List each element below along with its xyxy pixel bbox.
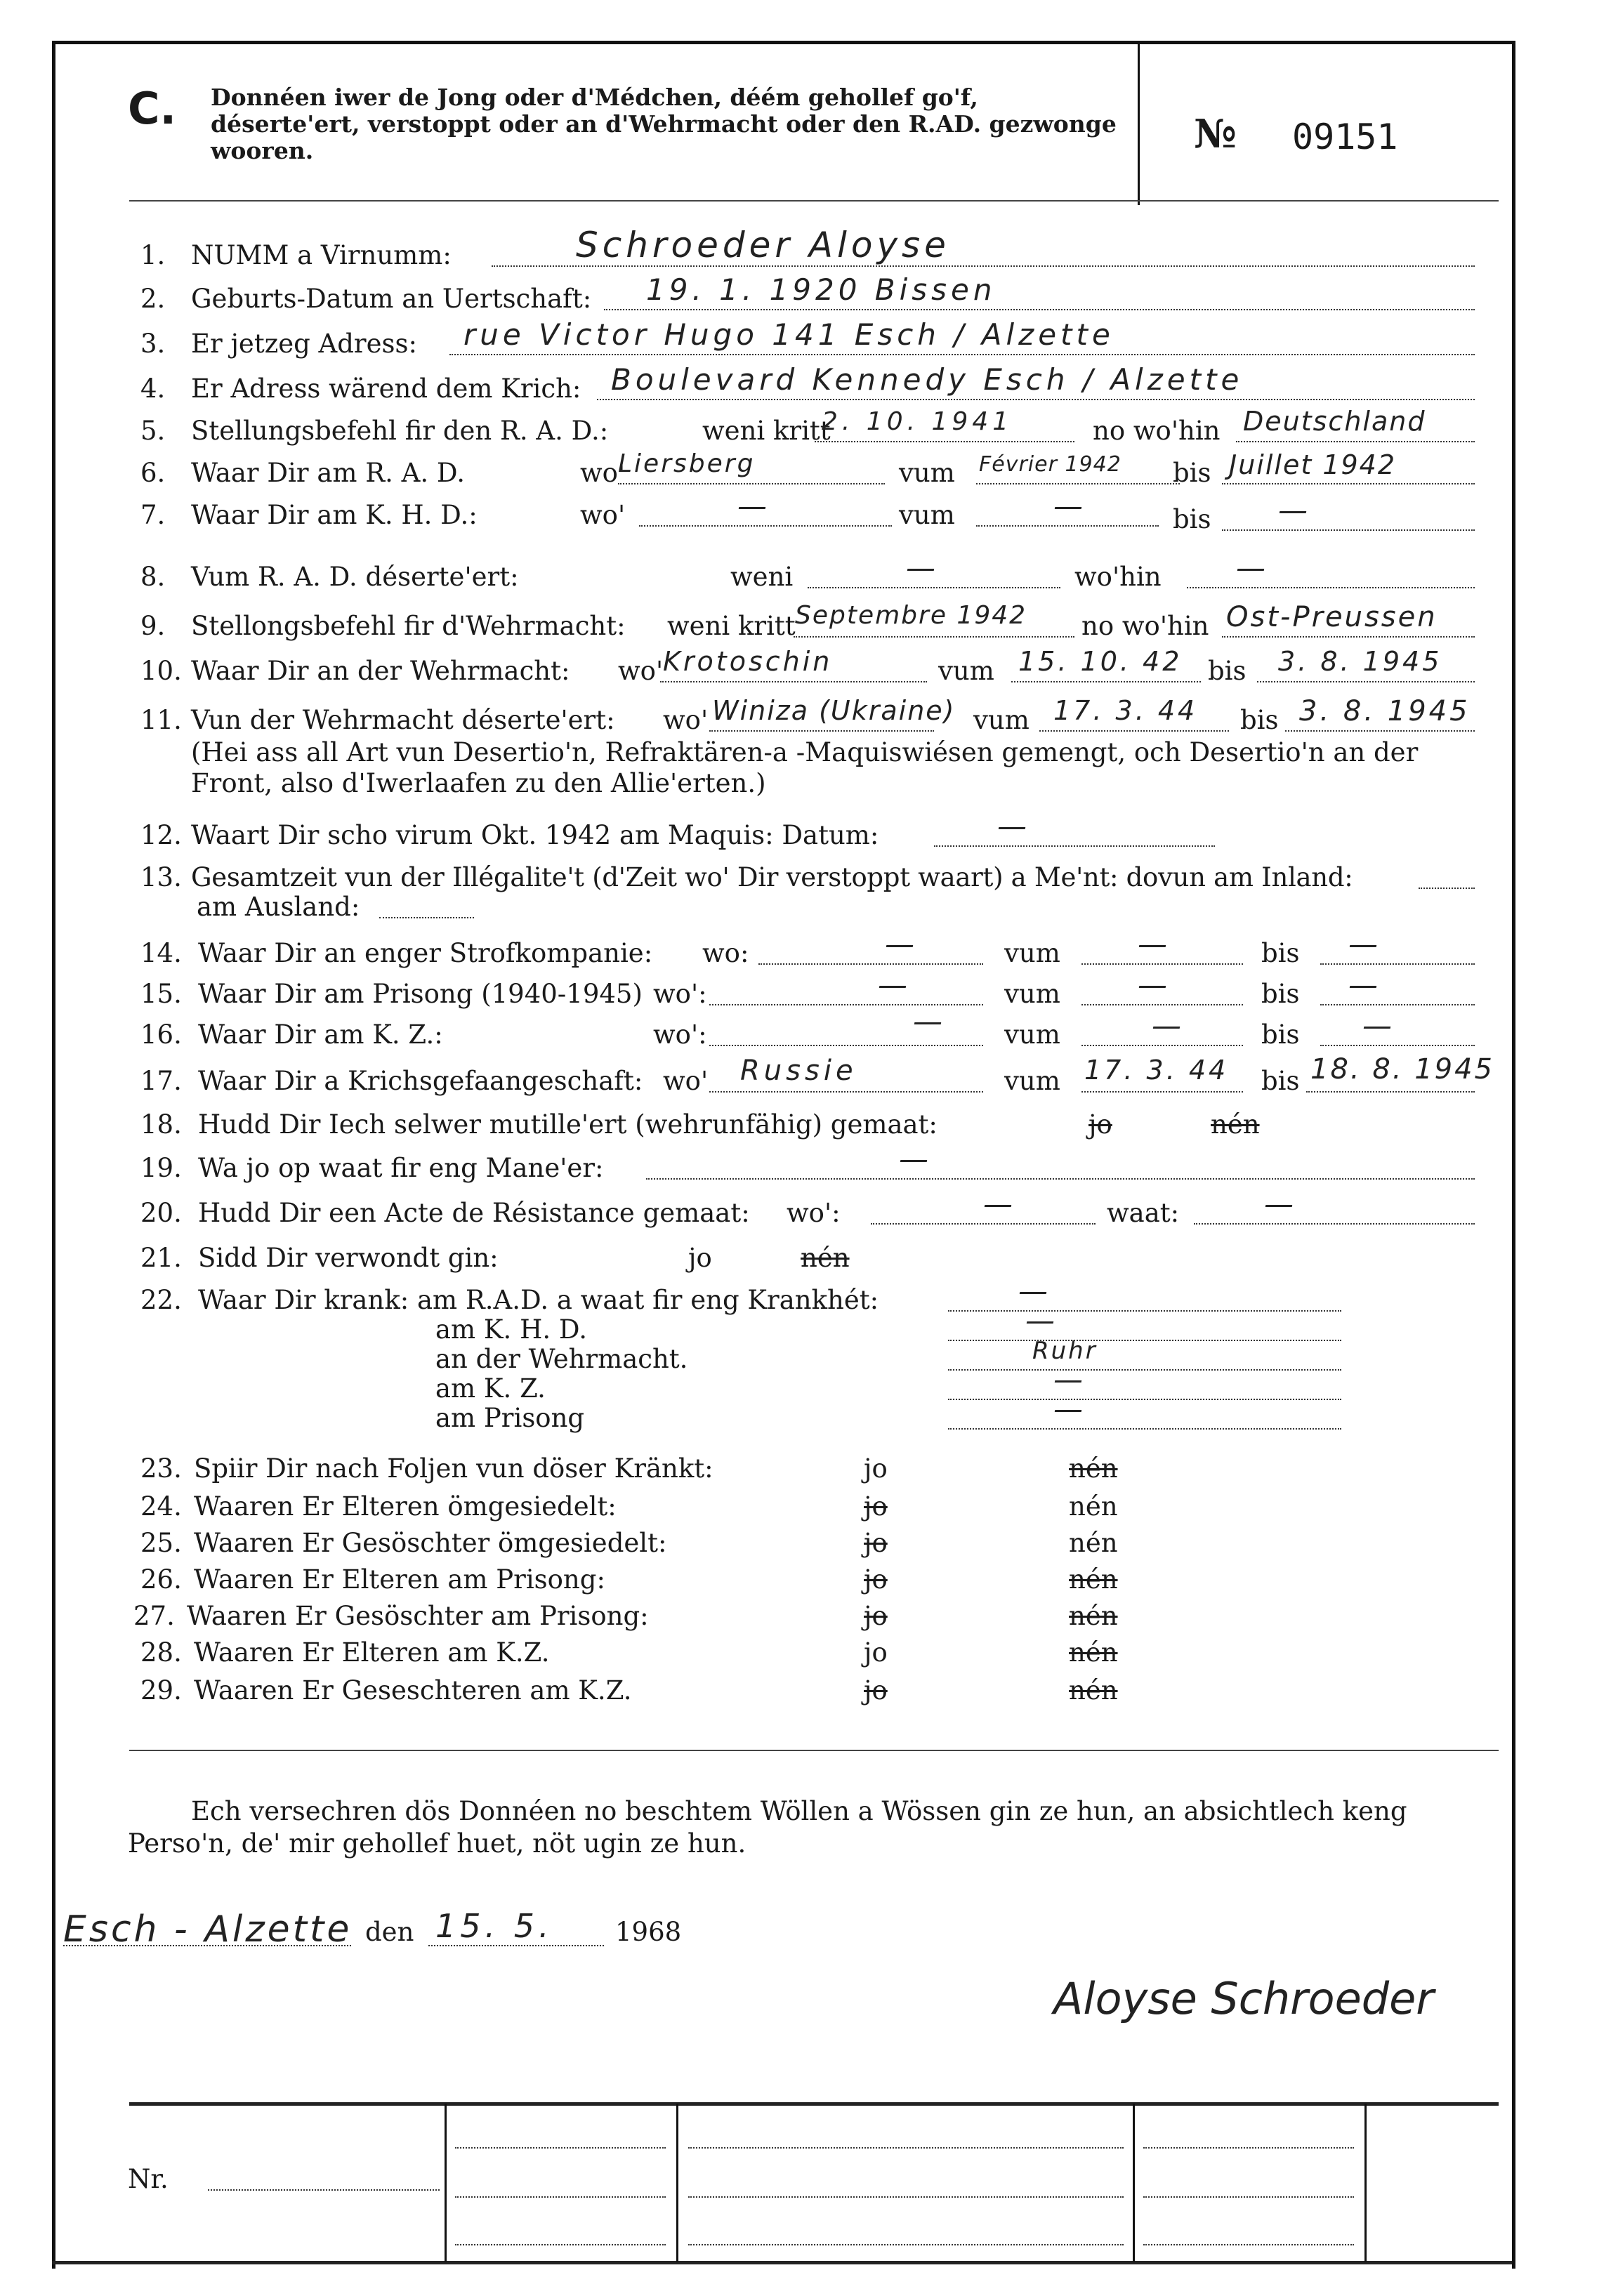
dotted-line	[1320, 963, 1475, 965]
field-label: Hudd Dir Iech selwer mutille'ert (wehrunfähig) gemaat:	[198, 1109, 938, 1140]
form-number: 09151	[1292, 117, 1398, 157]
penal-to[interactable]: —	[1348, 927, 1382, 961]
field-label: Wa jo op waat fir eng Mane'er:	[198, 1153, 604, 1183]
field-number: 18.	[140, 1109, 182, 1140]
section-letter: C.	[128, 83, 177, 134]
bis-label: bis	[1261, 979, 1300, 1009]
field-number: 19.	[140, 1153, 182, 1183]
field-number: 29.	[140, 1675, 182, 1705]
bis-label: bis	[1261, 1066, 1300, 1096]
dotted-line	[449, 354, 1475, 355]
field-label: Waar Dir am K. H. D.:	[191, 500, 478, 530]
dotted-line	[688, 2244, 1124, 2245]
illness-sublabel: am K. Z.	[435, 1373, 546, 1404]
maquis-date[interactable]: —	[997, 809, 1031, 843]
dotted-line	[709, 730, 934, 732]
illness-sublabel: am Prisong	[435, 1403, 585, 1433]
bis-label: bis	[1240, 705, 1279, 735]
wehrmacht-order-date[interactable]: Septembre 1942	[795, 601, 1027, 630]
mutilation-method[interactable]: —	[899, 1142, 933, 1176]
wohin-label: no wo'hin	[1081, 611, 1209, 641]
dotted-line	[688, 2147, 1124, 2149]
year-label: 1968	[615, 1917, 682, 1947]
box-divider	[676, 2104, 678, 2262]
vum-label: vum	[1004, 1066, 1060, 1096]
field-label: Waaren Er Elteren am K.Z.	[194, 1637, 550, 1668]
field-label: Waart Dir scho virum Okt. 1942 am Maquis: Datum:	[191, 820, 879, 850]
wehrmacht-from[interactable]: 15. 10. 42	[1018, 646, 1183, 677]
field-label: Er jetzeg Adress:	[191, 329, 417, 359]
birth-value[interactable]: 19. 1. 1920 Bissen	[646, 272, 997, 307]
captivity-from[interactable]: 17. 3. 44	[1084, 1055, 1229, 1086]
bis-label: bis	[1261, 1020, 1300, 1050]
dotted-line	[1039, 730, 1229, 732]
field-number: 24.	[140, 1491, 182, 1522]
field-label: Stellongsbefehl fir d'Wehrmacht:	[191, 611, 626, 641]
header-rule	[129, 200, 1499, 202]
field-number: 14.	[140, 938, 182, 968]
option-nen[interactable]: nén	[1069, 1528, 1118, 1558]
vum-label: vum	[1004, 1020, 1060, 1050]
dotted-line	[428, 1945, 604, 1946]
declaration-line: Ech versechren dös Donnéen no beschtem Wöllen a Wössen gin ze hun, an absichtlech keng	[191, 1796, 1407, 1826]
dotted-line	[1222, 529, 1475, 531]
vum-label: vum	[1004, 938, 1060, 968]
dotted-line	[1143, 2196, 1354, 2198]
field-number: 1.	[140, 240, 166, 270]
field-label: Sidd Dir verwondt gin:	[198, 1243, 499, 1273]
dotted-line	[1143, 2147, 1354, 2149]
wehrmacht-destination[interactable]: Ost-Preussen	[1226, 601, 1438, 633]
dotted-line	[492, 265, 1475, 267]
khd-location[interactable]: —	[737, 489, 771, 523]
rad-order-date[interactable]: 2. 10. 1941	[822, 407, 1013, 436]
field-label: Vum R. A. D. déserte'ert:	[191, 562, 519, 592]
rad-destination[interactable]: Deutschland	[1243, 406, 1426, 437]
field-number: 7.	[140, 500, 166, 530]
wo-label: wo:	[702, 938, 749, 968]
wehrmacht-to[interactable]: 3. 8. 1945	[1278, 646, 1442, 677]
field-label: Waar Dir am R. A. D.	[191, 458, 465, 488]
dotted-line	[976, 483, 1180, 484]
prison-location[interactable]: —	[878, 968, 912, 1002]
dotted-line	[455, 2244, 666, 2245]
dotted-line	[934, 845, 1215, 847]
wo-label: wo'	[663, 705, 709, 735]
wo-label: wo'	[580, 458, 626, 488]
field-label: Waar Dir a Krichsgefaangeschaft:	[198, 1066, 643, 1096]
bis-label: bis	[1173, 458, 1211, 488]
field-number: 10.	[140, 656, 182, 686]
bis-label: bis	[1173, 504, 1211, 534]
vum-label: vum	[1004, 979, 1060, 1009]
dotted-line	[379, 917, 474, 918]
option-nen[interactable]: nén	[1069, 1453, 1118, 1484]
desertion-location[interactable]: Winiza (Ukraine)	[712, 695, 956, 726]
captivity-to[interactable]: 18. 8. 1945	[1310, 1053, 1495, 1086]
field-number: 15.	[140, 979, 182, 1009]
dotted-line	[808, 587, 1060, 588]
weni-label: weni kritt	[702, 416, 831, 446]
option-jo[interactable]: jo	[864, 1564, 888, 1595]
field-label: Spiir Dir nach Foljen vun döser Kränkt:	[194, 1453, 713, 1484]
illness-khd[interactable]: —	[1025, 1303, 1059, 1338]
box-top-rule	[129, 2102, 1499, 2106]
khd-from[interactable]: —	[1053, 489, 1087, 523]
field-label: Er Adress wärend dem Krich:	[191, 374, 581, 404]
desertion-to[interactable]: 3. 8. 1945	[1299, 695, 1471, 727]
dotted-line	[709, 1045, 983, 1046]
rad-from[interactable]: Février 1942	[979, 452, 1122, 477]
dotted-line	[1320, 1004, 1475, 1005]
signature: Aloyse Schroeder	[1053, 1973, 1434, 2024]
dotted-line	[794, 636, 1074, 638]
desertion-from[interactable]: 17. 3. 44	[1053, 695, 1198, 726]
dotted-line	[1187, 587, 1475, 588]
dotted-line	[948, 1428, 1341, 1430]
war-address-value[interactable]: Boulevard Kennedy Esch / Alzette	[611, 362, 1244, 397]
prison-from[interactable]: —	[1138, 968, 1171, 1002]
dotted-line	[660, 681, 927, 682]
field-number: 28.	[140, 1637, 182, 1668]
field-label: Waaren Er Elteren am Prisong:	[194, 1564, 605, 1595]
dotted-line	[948, 1340, 1341, 1341]
dotted-line	[455, 2196, 666, 2198]
option-nen[interactable]: nén	[1069, 1564, 1118, 1595]
nr-label: Nr.	[128, 2164, 169, 2194]
field-label: Waar Dir krank: am R.A.D. a waat fir eng Krankhét:	[198, 1285, 879, 1315]
dotted-line	[688, 2196, 1124, 2198]
weni-label: weni kritt	[667, 611, 796, 641]
field-number: 5.	[140, 416, 166, 446]
field-number: 17.	[140, 1066, 182, 1096]
note-line: Front, also d'Iwerlaafen zu den Allie'erten.)	[191, 768, 766, 798]
dotted-line	[709, 1091, 983, 1093]
dotted-line	[63, 1945, 351, 1946]
dotted-line	[597, 399, 1475, 400]
dotted-line	[948, 1369, 1341, 1371]
field-label: Waar Dir an der Wehrmacht:	[191, 656, 570, 686]
field-label: NUMM a Virnumm:	[191, 240, 452, 270]
prison-to[interactable]: —	[1348, 968, 1382, 1002]
illness-wehrmacht[interactable]: Ruhr	[1032, 1337, 1098, 1365]
field-label: Vun der Wehrmacht déserte'ert:	[191, 705, 615, 735]
option-nen[interactable]: nén	[1069, 1675, 1118, 1705]
wo-label: wo':	[653, 979, 707, 1009]
field-label: Waar Dir an enger Strofkompanie:	[198, 938, 653, 968]
number-symbol: №	[1194, 111, 1237, 157]
wehrmacht-location[interactable]: Krotoschin	[663, 646, 833, 677]
box-divider	[445, 2104, 447, 2262]
dotted-line	[758, 963, 983, 965]
name-value[interactable]: Schroeder Aloyse	[576, 225, 950, 265]
illness-rad[interactable]: —	[1018, 1274, 1052, 1308]
field-label: Waaren Er Gesöschter am Prisong:	[187, 1601, 649, 1631]
dotted-line	[1236, 441, 1475, 442]
illness-sublabel: an der Wehrmacht.	[435, 1344, 688, 1374]
declaration-line: Perso'n, de' mir gehollef huet, nöt ugin ze hun.	[128, 1828, 746, 1859]
dotted-line	[1081, 963, 1243, 965]
illness-kz[interactable]: —	[1053, 1362, 1087, 1397]
resistance-act[interactable]: —	[1264, 1187, 1298, 1221]
kz-location[interactable]: —	[913, 1004, 947, 1038]
option-nen[interactable]: nén	[1069, 1491, 1118, 1522]
field-label: Waar Dir am K. Z.:	[198, 1020, 443, 1050]
field-label: Waaren Er Geseschteren am K.Z.	[194, 1675, 632, 1705]
dotted-line	[976, 525, 1159, 527]
dotted-line	[1081, 1004, 1243, 1005]
place-value[interactable]: Esch - Alzette	[63, 1908, 353, 1951]
vum-label: vum	[899, 458, 955, 488]
date-value[interactable]: 15. 5.	[435, 1907, 553, 1945]
khd-to[interactable]: —	[1278, 493, 1312, 527]
nr-field[interactable]	[208, 2189, 440, 2191]
dotted-line	[948, 1310, 1341, 1312]
section-divider	[129, 1750, 1499, 1751]
vum-label: vum	[938, 656, 994, 686]
field-label: Gesamtzeit vun der Illégalite't (d'Zeit wo' Dir verstoppt waart) a Me'nt: dovun am Inland:	[191, 862, 1353, 892]
box-bottom-rule	[52, 2261, 1512, 2264]
rad-desert-destination[interactable]: —	[1236, 550, 1270, 585]
field-label: Geburts-Datum an Uertschaft:	[191, 284, 592, 314]
dotted-line	[1257, 681, 1475, 682]
option-jo[interactable]: jo	[1088, 1109, 1112, 1140]
rad-desert-date[interactable]: —	[906, 550, 940, 585]
wo-label: wo':	[787, 1198, 841, 1228]
field-number: 16.	[140, 1020, 182, 1050]
field-number: 12.	[140, 820, 182, 850]
dotted-line	[1222, 636, 1475, 638]
dotted-line	[1081, 1045, 1243, 1046]
dotted-line	[948, 1399, 1341, 1400]
option-jo[interactable]: jo	[864, 1637, 888, 1668]
option-nen[interactable]: nén	[801, 1243, 850, 1273]
dotted-line	[618, 483, 885, 484]
penal-from[interactable]: —	[1138, 927, 1171, 961]
wo-label: wo'	[618, 656, 664, 686]
weni-label: weni	[730, 562, 794, 592]
wohin-label: no wo'hin	[1093, 416, 1221, 446]
illness-prison[interactable]: —	[1053, 1392, 1087, 1426]
dotted-line	[1419, 888, 1475, 889]
field-number: 8.	[140, 562, 166, 592]
field-number: 4.	[140, 374, 166, 404]
dotted-line	[815, 441, 1074, 442]
field-number: 13.	[140, 862, 182, 892]
option-jo[interactable]: jo	[864, 1601, 888, 1631]
wo-label: wo':	[653, 1020, 707, 1050]
dotted-line	[871, 1223, 1096, 1225]
option-jo[interactable]: jo	[864, 1675, 888, 1705]
option-jo[interactable]: jo	[864, 1453, 888, 1484]
wo-label: wo'	[580, 500, 626, 530]
box-divider	[1133, 2104, 1135, 2262]
field-label: Hudd Dir een Acte de Résistance gemaat:	[198, 1198, 750, 1228]
resistance-location[interactable]: —	[983, 1187, 1017, 1221]
field-number: 11.	[140, 705, 182, 735]
field-label: Stellungsbefehl fir den R. A. D.:	[191, 416, 609, 446]
field-number: 23.	[140, 1453, 182, 1484]
dotted-line	[1222, 483, 1475, 484]
field-label: Waaren Er Gesöschter ömgesiedelt:	[194, 1528, 667, 1558]
dotted-line	[1320, 1045, 1475, 1046]
dotted-line	[1306, 1091, 1475, 1093]
field-number: 6.	[140, 458, 166, 488]
captivity-location[interactable]: Russie	[740, 1055, 857, 1087]
option-nen[interactable]: nén	[1069, 1637, 1118, 1668]
vum-label: vum	[899, 500, 955, 530]
kz-from[interactable]: —	[1152, 1008, 1185, 1043]
rad-to[interactable]: Juillet 1942	[1229, 449, 1397, 480]
option-nen[interactable]: nén	[1069, 1601, 1118, 1631]
dotted-line	[1285, 730, 1475, 732]
bis-label: bis	[1261, 938, 1300, 968]
option-nen[interactable]: nén	[1211, 1109, 1260, 1140]
field-label: Waaren Er Elteren ömgesiedelt:	[194, 1491, 617, 1522]
dotted-line	[639, 525, 892, 527]
form-title: Donnéen iwer de Jong oder d'Médchen, déém gehollef go'f, déserte'ert, verstoppt oder an d'Wehrmacht oder den R.AD. gezwonge wooren.	[211, 84, 1117, 164]
waat-label: waat:	[1107, 1198, 1180, 1228]
vum-label: vum	[973, 705, 1030, 735]
field-number: 21.	[140, 1243, 182, 1273]
field-number: 26.	[140, 1564, 182, 1595]
wo-label: wo'	[663, 1066, 709, 1096]
note-line: (Hei ass all Art vun Desertio'n, Refraktären-a -Maquiswiésen gemengt, och Desertio'n an der	[191, 737, 1419, 767]
field-number: 22.	[140, 1285, 182, 1315]
wohin-label: wo'hin	[1074, 562, 1162, 592]
box-divider	[1364, 2104, 1367, 2262]
dotted-line	[1011, 681, 1201, 682]
field-number: 25.	[140, 1528, 182, 1558]
dotted-line	[455, 2147, 666, 2149]
dotted-line	[1194, 1223, 1475, 1225]
dotted-line	[646, 1178, 1475, 1180]
dotted-line	[1081, 1091, 1243, 1093]
option-jo[interactable]: jo	[864, 1528, 888, 1558]
field-number: 20.	[140, 1198, 182, 1228]
bis-label: bis	[1208, 656, 1247, 686]
dotted-line	[604, 309, 1475, 310]
dotted-line	[1143, 2244, 1354, 2245]
illness-sublabel: am K. H. D.	[435, 1314, 587, 1345]
option-jo[interactable]: jo	[864, 1491, 888, 1522]
address-value[interactable]: rue Victor Hugo 141 Esch / Alzette	[463, 317, 1114, 352]
field-number: 9.	[140, 611, 166, 641]
field-number: 3.	[140, 329, 166, 359]
field-number: 27.	[133, 1601, 175, 1631]
kz-to[interactable]: —	[1362, 1008, 1396, 1043]
rad-location[interactable]: Liersberg	[618, 449, 756, 478]
field-label: am Ausland:	[197, 892, 360, 922]
den-label: den	[365, 1917, 414, 1947]
field-number: 2.	[140, 284, 166, 314]
option-jo[interactable]: jo	[688, 1243, 712, 1273]
header-divider	[1138, 44, 1140, 205]
penal-location[interactable]: —	[885, 927, 919, 961]
field-label: Waar Dir am Prisong (1940-1945)	[198, 979, 643, 1009]
